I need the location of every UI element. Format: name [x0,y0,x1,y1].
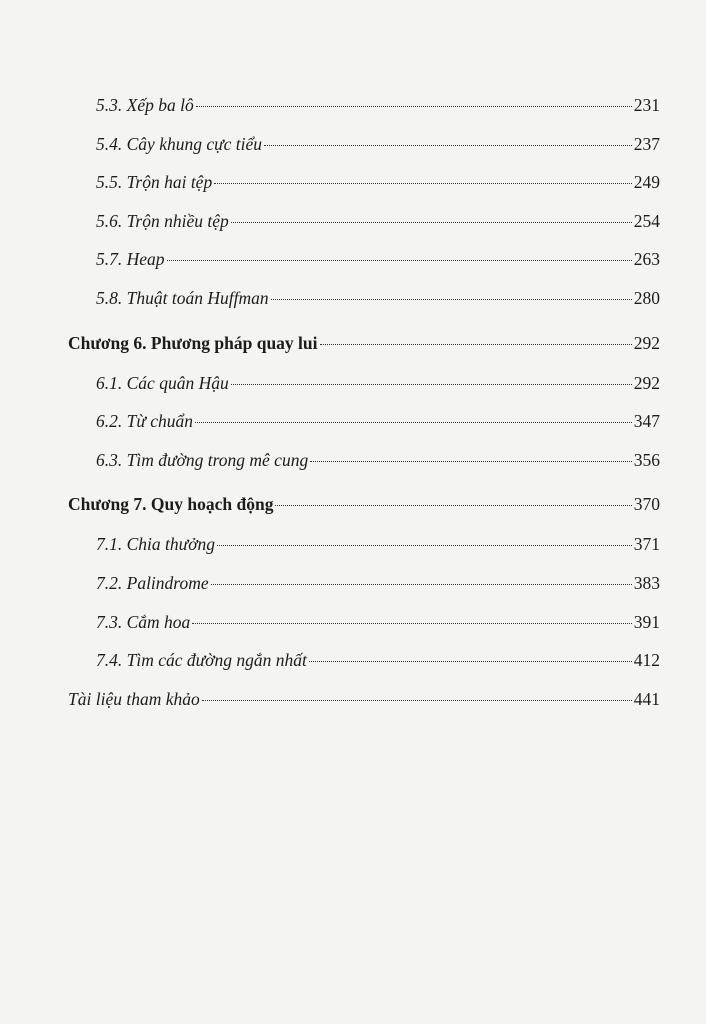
toc-entry-title: 6.1. Các quân Hậu [96,372,229,393]
toc-entry-title: 5.8. Thuật toán Huffman [96,287,269,308]
toc-chapter-title: Chương 6. Phương pháp quay lui [68,332,318,353]
toc-entry-title: Tài liệu tham khảo [68,688,200,709]
toc-entry-title: 5.4. Cây khung cực tiểu [96,133,263,154]
dot-leader [320,344,632,345]
toc-entry-title: 6.2. Từ chuẩn [96,411,194,432]
toc-entry[interactable] [68,441,660,480]
toc-entry[interactable] [68,402,660,441]
toc-entry[interactable] [68,240,660,279]
toc-entry-title: 7.4. Tìm các đường ngắn nhất [96,650,307,671]
toc-chapter-title: Chương 7. Quy hoạch động [68,494,274,515]
toc-references-entry[interactable] [68,680,660,719]
dot-leader [264,145,632,146]
table-of-contents [68,86,660,718]
toc-entry[interactable] [68,163,660,202]
toc-entry[interactable] [68,202,660,241]
dot-leader [231,384,632,385]
toc-entry-page: 249 [633,172,660,193]
toc-entry[interactable] [68,125,660,164]
toc-entry-title: 5.5. Trộn hai tệp [96,172,213,193]
toc-entry-page: 292 [633,332,660,353]
toc-entry[interactable] [68,564,660,603]
toc-entry-title: 5.3. Xếp ba lô [96,95,194,115]
toc-entry-title: 7.3. Cắm hoa [96,611,191,632]
dot-leader [231,222,632,223]
dot-leader [192,623,631,624]
dot-leader [195,422,632,423]
dot-leader [167,260,632,261]
toc-entry-page: 263 [633,249,660,270]
toc-entry-page: 347 [633,411,660,432]
dot-leader [275,505,631,506]
toc-entry[interactable] [68,86,660,125]
toc-entry-page: 254 [633,210,660,231]
toc-entry-title: 6.3. Tìm đường trong mê cung [96,449,309,470]
toc-entry[interactable] [68,641,660,680]
toc-entry-title: 7.1. Chia thưởng [96,534,216,555]
toc-entry-page: 391 [633,611,660,632]
toc-entry-page: 292 [633,372,660,393]
dot-leader [217,545,632,546]
toc-entry-page: 370 [633,494,660,515]
toc-entry-page: 280 [633,287,660,308]
dot-leader [214,183,632,184]
toc-entry[interactable] [68,525,660,564]
toc-entry[interactable] [68,279,660,318]
toc-entry-page: 412 [633,650,660,671]
dot-leader [196,106,632,107]
dot-leader [211,584,632,585]
toc-entry-page: 441 [633,688,660,709]
toc-entry-title: 5.7. Heap [96,249,165,270]
toc-entry-page: 383 [633,572,660,593]
toc-entry[interactable] [68,364,660,403]
toc-entry[interactable] [68,603,660,642]
toc-entry-page: 237 [633,133,660,154]
toc-entry-page: 371 [633,534,660,555]
toc-entry-title: 5.6. Trộn nhiều tệp [96,210,229,231]
toc-entry-page: 356 [633,449,660,470]
toc-chapter-entry[interactable] [68,485,660,525]
toc-entry-page: 231 [633,95,660,115]
dot-leader [310,461,632,462]
dot-leader [309,661,632,662]
toc-chapter-entry[interactable] [68,324,660,364]
toc-entry-title: 7.2. Palindrome [96,572,209,593]
dot-leader [271,299,632,300]
dot-leader [202,700,632,701]
